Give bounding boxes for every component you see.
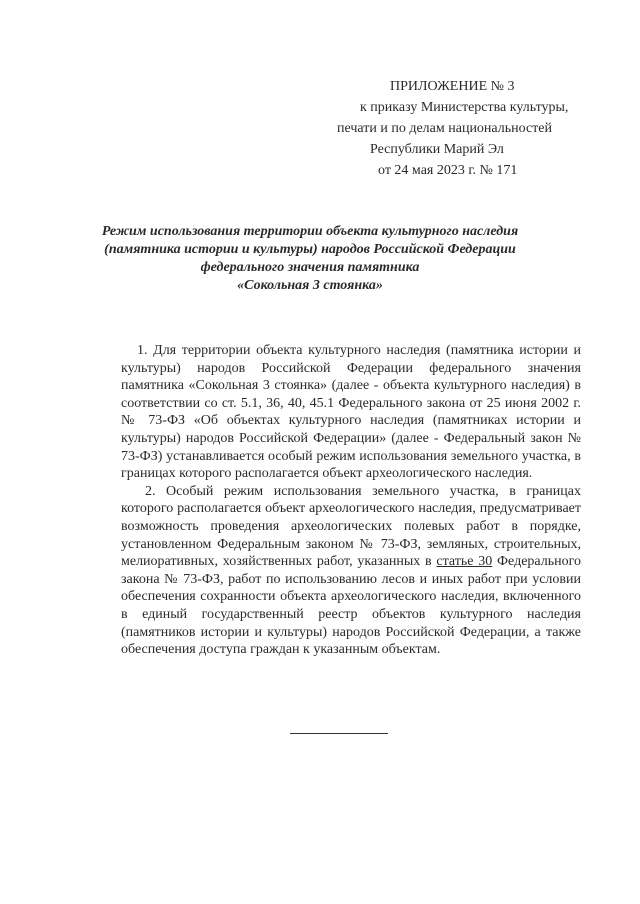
article-30-link[interactable]: статье 30: [436, 554, 493, 570]
appendix-number: ПРИЛОЖЕНИЕ № 3: [390, 79, 515, 94]
title-line-1: Режим использования территории объекта культурного наследия: [101, 224, 519, 239]
paragraph-1: 1. Для территории объекта культурного наследия (памятника истории и культуры) народов Российской Федерации федерального значения памятника «Сокольная 3 стоянка» (далее - объекта культурного наследия) в соответствии со ст. 5.1, 36, 40, 45.1 Федерального закона от 25 июня 2002 г. № 73-ФЗ «Об объектах культурного наследия (памятниках истории и культуры) народов Российской Федерации» (далее - Федеральный закон № 73-ФЗ) устанавливается особый режим использования земельного участка, в границах которого располагается объект археологического наследия.: [121, 343, 581, 482]
paragraph-2-text-start: 2. Особый режим использования земельного участка, в границах которого располагается объект археологического наследия, предусматривает возможность проведения археологических полевых работ в порядке, установленном Федеральным законом № 73-ФЗ, земляных, строительных, мелиоративных, хозяйственных работ, указанных в: [121, 483, 581, 570]
document-body: [121, 342, 581, 659]
paragraph-2-text-end: Федерального закона № 73-ФЗ, работ по использованию лесов и иных работ при условии обеспечения сохранности объекта археологического наследия, включенного в единый государственный реестр объектов культурного наследия (памятников истории и культуры) народов Российской Федерации, а также обеспечения доступа граждан к указанным объектам.: [121, 554, 581, 658]
title-line-3: федерального значения памятника: [200, 260, 420, 275]
appendix-order-ref: к приказу Министерства культуры,: [360, 100, 569, 115]
title-line-2: (памятника истории и культуры) народов Российской Федерации: [104, 242, 516, 257]
closing-divider-line: [290, 733, 388, 734]
title-line-4: «Сокольная 3 стоянка»: [237, 278, 383, 293]
document-title: [100, 223, 520, 295]
appendix-header: [300, 76, 600, 181]
appendix-ministry: печати и по делам национальностей: [337, 121, 553, 136]
paragraph-2: [121, 483, 581, 659]
appendix-date: от 24 мая 2023 г. № 171: [378, 163, 518, 178]
appendix-republic: Республики Марий Эл: [370, 142, 504, 157]
